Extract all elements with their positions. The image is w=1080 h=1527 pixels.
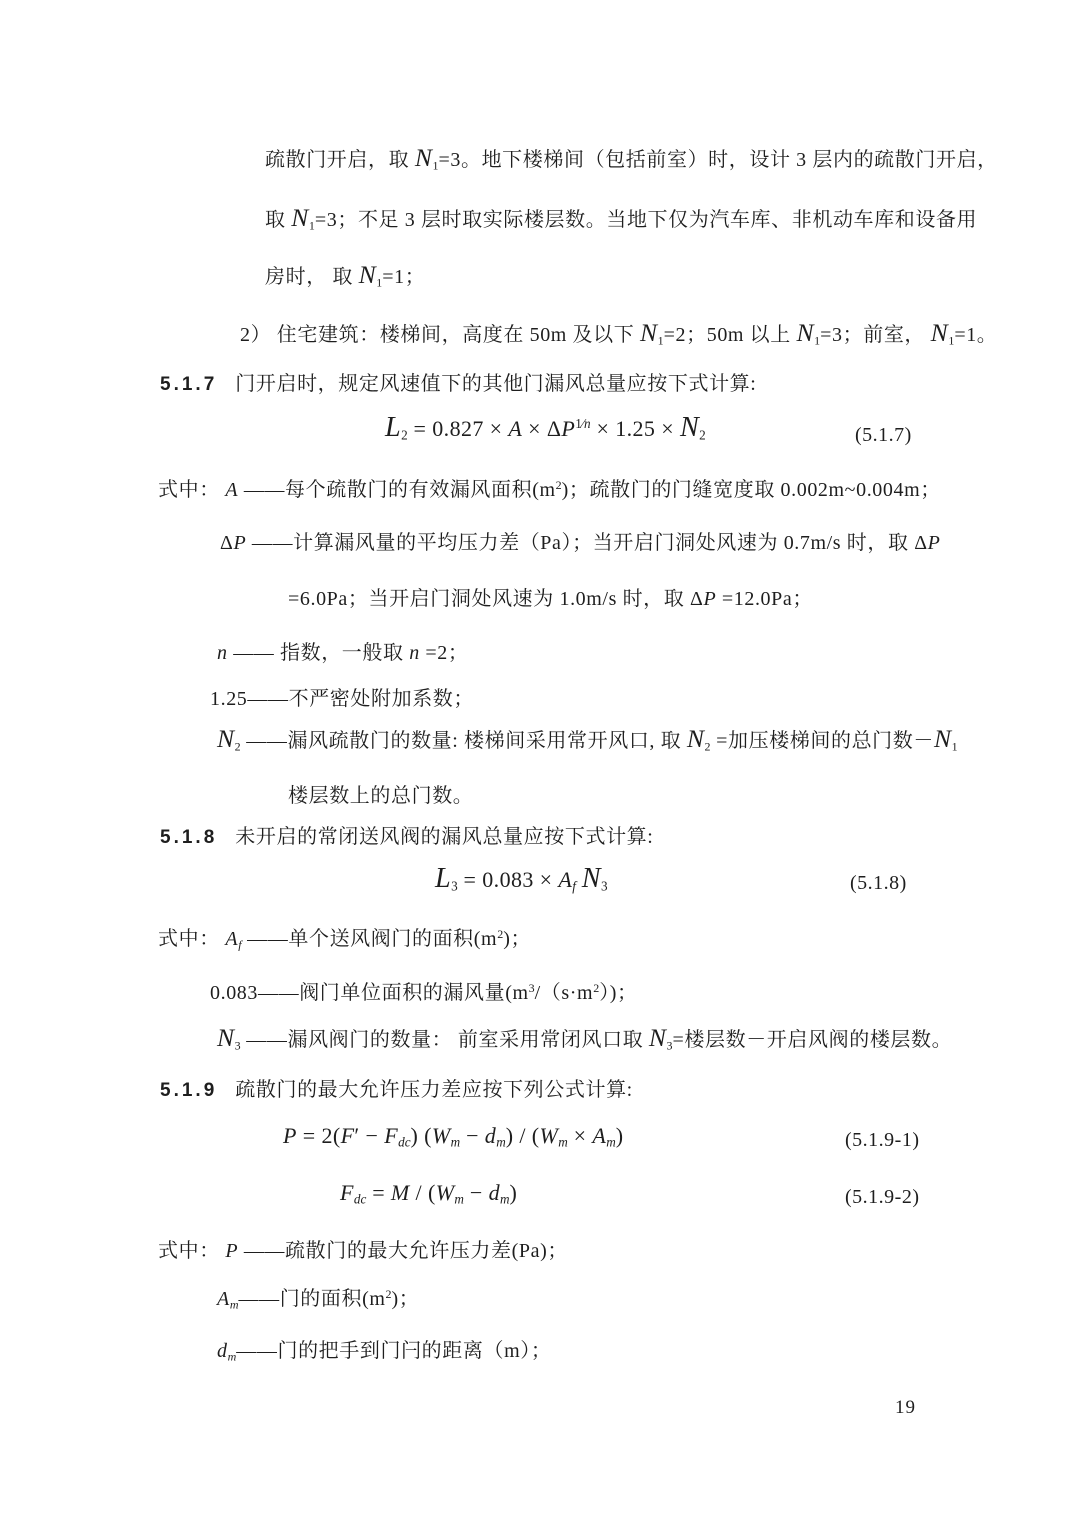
list-item-2: 2） 住宅建筑：楼梯间，高度在 50m 及以下 $N_1=2$；50m 以上 $N_1=3$；前室， $N_1=1$。 (240, 318, 998, 348)
where-5-1-7-line-N2: $N_2$ ——漏风疏散门的数量: 楼梯间采用常开风口, 取 $N_2$ =加压楼梯间的总门数$-N_1$ (217, 724, 958, 754)
formula-5-1-8: $L_3 = 0.083 \times A_f$ $N_3$ (435, 863, 608, 894)
formula-number-5-1-9-1: (5.1.9-1) (845, 1129, 920, 1151)
clause-5-1-7-title: 门开启时，规定风速值下的其他门漏风总量应按下式计算: (235, 373, 757, 395)
para-line-3: 房时， 取 $N_1=1$； (265, 260, 426, 290)
para-line-1: 疏散门开启，取 $N_1=3$。地下楼梯间（包括前室）时，设计 3 层内的疏散门开启， (265, 143, 998, 173)
para-line-2: 取 $N_1=3$；不足 3 层时取实际楼层数。当地下仅为汽车库、非机动车库和设备用 (265, 203, 978, 233)
where-5-1-9-line-P: 式中： P ——疏散门的最大允许压力差(Pa)； (158, 1240, 568, 1262)
where-5-1-9-line-dm: $d_m——$门的把手到门闩的距离（m）； (217, 1340, 552, 1364)
where-5-1-7-line-n: n —— 指数，一般取 n =2； (217, 642, 469, 664)
clause-5-1-9-title: 疏散门的最大允许压力差应按下列公式计算: (235, 1079, 633, 1101)
where-5-1-7-line-A: 式中： A ——每个疏散门的有效漏风面积$(m^2)$；疏散门的门缝宽度取 0.002m~0.004m； (158, 477, 941, 501)
clause-5-1-8-heading (160, 824, 653, 851)
where-5-1-7-line-N2-cont: 楼层数上的总门数。 (288, 785, 474, 807)
formula-5-1-9-2: $F_{dc} = M / (W_m - d_m)$ (340, 1180, 518, 1207)
clause-5-1-9-number: 5.1.9 (160, 1080, 218, 1101)
formula-number-5-1-9-2: (5.1.9-2) (845, 1186, 920, 1208)
clause-5-1-9-heading (160, 1077, 633, 1104)
clause-5-1-8-number: 5.1.8 (160, 827, 218, 848)
where-5-1-7-line-dP: ΔP ——计算漏风量的平均压力差（Pa）；当开启门洞处风速为 0.7m/s 时，取 ΔP (220, 532, 941, 554)
formula-5-1-9-1: $P = 2(F' - F_{dc})$ $(W_m - d_m) / (W_m \times A_m)$ (283, 1123, 624, 1150)
clause-5-1-7-heading (160, 371, 756, 398)
where-5-1-8-line-Af: 式中： $A_f$ ——单个送风阀门的面积$(m^2)$； (158, 926, 532, 952)
formula-5-1-7: $L_2 = 0.827 \times A \times \Delta P^{1⁄n} \times 1.25 \times N_2$ (385, 412, 706, 443)
where-5-1-9-line-Am: $A_m——$门的面积$(m^2)$； (217, 1286, 420, 1312)
formula-number-5-1-7: (5.1.7) (855, 424, 912, 446)
where-5-1-8-line-N3: $N_3$ ——漏风阀门的数量： 前室采用常闭风口取 $N_3=$楼层数－开启风阀的楼层数。 (217, 1023, 953, 1053)
page-number: 19 (895, 1397, 916, 1418)
clause-5-1-8-title: 未开启的常闭送风阀的漏风总量应按下式计算: (235, 826, 654, 848)
where-5-1-8-line-0083: 0.083——阀门单位面积的漏风量$(m^3/(s\cdot m^2))$； (210, 980, 638, 1004)
clause-5-1-7-number: 5.1.7 (160, 374, 218, 395)
where-5-1-7-line-125: 1.25——不严密处附加系数； (210, 688, 474, 710)
where-5-1-7-line-dP-cont: =6.0Pa；当开启门洞处风速为 1.0m/s 时，取 ΔP =12.0Pa； (288, 588, 813, 610)
formula-number-5-1-8: (5.1.8) (850, 872, 907, 894)
